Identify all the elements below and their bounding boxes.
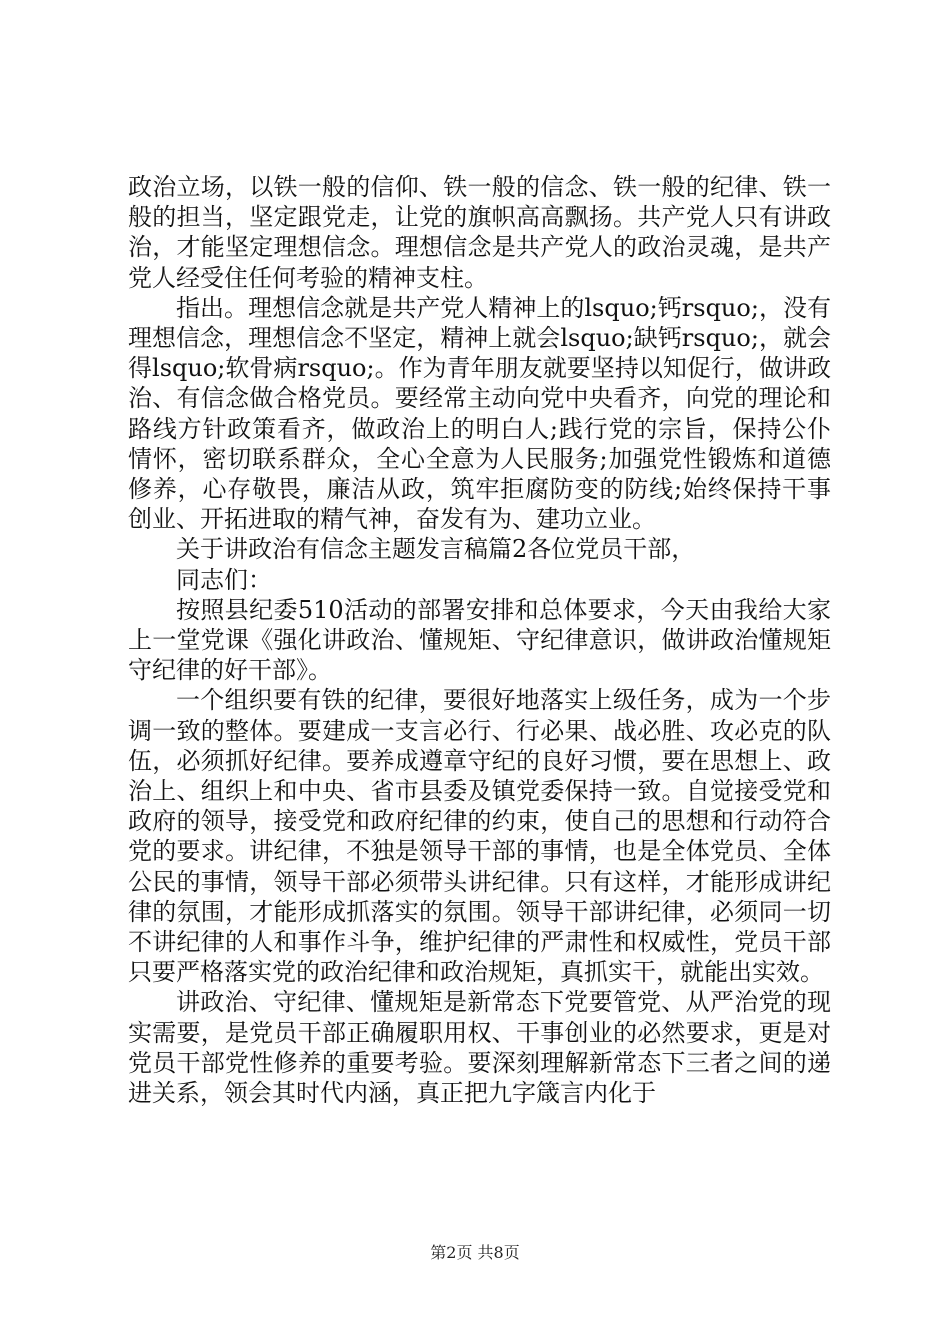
paragraph-6: 一个组织要有铁的纪律，要很好地落实上级任务，成为一个步调一致的整体。要建成一支言必行、行必果、战必胜、攻必克的队伍，必须抓好纪律。要养成遵章守纪的良好习惯，要在思想上、政治上、组织上和中央、省市县委及镇党委保持一致。自觉接受党和政府的领导，接受党和政府纪律的约束，使自己的思想和行动符合党的要求。讲纪律，不独是领导干部的事情，也是全体党员、全体公民的事情，领导干部必须带头讲纪律。只有这样，才能形成讲纪律的氛围，才能形成抓落实的氛围。领导干部讲纪律，必须同一切不讲纪律的人和事作斗争，维护纪律的严肃性和权威性，党员干部只要严格落实党的政治纪律和政治规矩，真抓实干，就能出实效。 (128, 686, 831, 987)
document-body (128, 172, 831, 1108)
paragraph-4: 同志们： (176, 565, 272, 594)
page-number-label: 第2页 共8页 (430, 1243, 520, 1262)
page-footer (0, 1243, 950, 1263)
paragraph-7: 讲政治、守纪律、懂规矩是新常态下党要管党、从严治党的现实需要，是党员干部正确履职用权、干事创业的必然要求，更是对党员干部党性修养的重要考验。要深刻理解新常态下三者之间的递进关系，领会其时代内涵，真正把九字箴言内化于 (128, 988, 831, 1108)
paragraph-3: 关于讲政治有信念主题发言稿篇2各位党员干部， (176, 535, 696, 564)
paragraph-1: 政治立场，以铁一般的信仰、铁一般的信念、铁一般的纪律、铁一般的担当，坚定跟党走，让党的旗帜高高飘扬。共产党人只有讲政治，才能坚定理想信念。理想信念是共产党人的政治灵魂，是共产党人经受住任何考验的精神支柱。 (128, 173, 831, 292)
paragraph-5: 按照县纪委510活动的部署安排和总体要求，今天由我给大家上一堂党课《强化讲政治、懂规矩、守纪律意识，做讲政治懂规矩守纪律的好干部》。 (128, 595, 831, 685)
paragraph-2: 指出。理想信念就是共产党人精神上的lsquo;钙rsquo;，没有理想信念，理想信念不坚定，精神上就会lsquo;缺钙rsquo;，就会得lsquo;软骨病rsquo;。作为青年朋友就要坚持以知促行，做讲政治、有信念做合格党员。要经常主动向党中央看齐，向党的理论和路线方针政策看齐，做政治上的明白人;践行党的宗旨，保持公仆情怀，密切联系群众，全心全意为人民服务;加强党性锻炼和道德修养，心存敬畏，廉洁从政，筑牢拒腐防变的防线;始终保持干事创业、开拓进取的精气神，奋发有为、建功立业。 (128, 293, 831, 534)
